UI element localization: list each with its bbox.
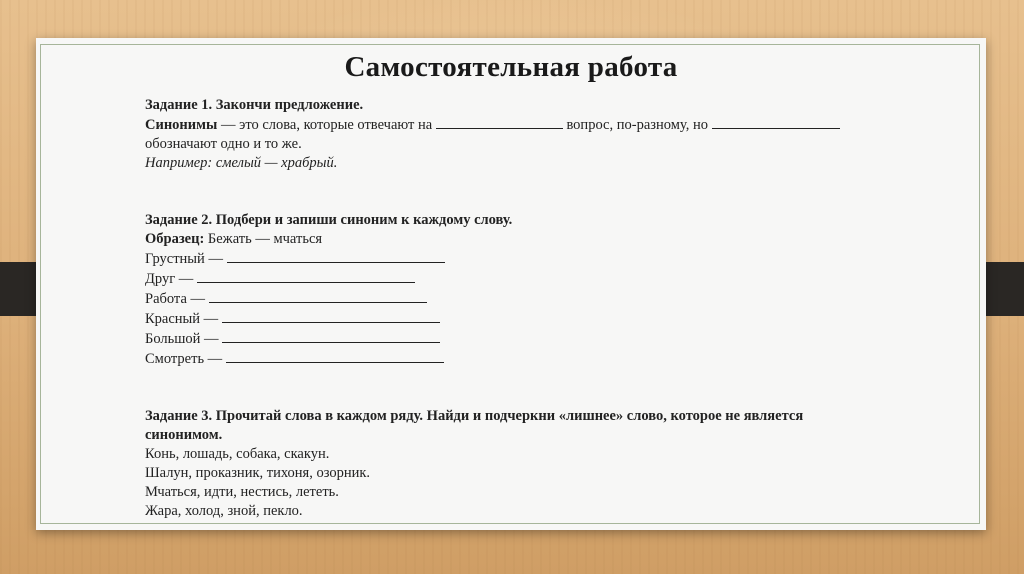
task2-word: Грустный — [145, 251, 223, 267]
task1-text-b: вопрос, по-разному, но [562, 117, 712, 133]
task2-answer-blank[interactable] [197, 269, 415, 283]
task2-answer-blank[interactable] [226, 349, 444, 363]
task2-answer-blank[interactable] [209, 289, 427, 303]
task3-row: Шалун, проказник, тихоня, озорник. [145, 465, 371, 481]
task2-item [145, 349, 915, 369]
task2-sample [145, 230, 915, 249]
task2-word: Смотреть — [145, 351, 223, 367]
task1-example: Например: смелый — храбрый. [145, 155, 338, 171]
task3-row: Конь, лошадь, собака, скакун. [145, 446, 330, 462]
task1-text-c: обозначают одно и то же. [145, 136, 302, 152]
task1-heading: Задание 1. Закончи предложение. [145, 97, 364, 113]
task2-sample-text: Бежать — мчаться [204, 231, 323, 247]
task2-word: Красный — [145, 311, 219, 327]
task3-row: Мчаться, идти, нестись, лететь. [145, 484, 339, 500]
task1-blank-2[interactable] [712, 115, 840, 129]
task2-answer-blank[interactable] [227, 249, 445, 263]
task2-item [145, 289, 915, 309]
slide-title: Самостоятельная работа [344, 51, 678, 83]
task2-answer-blank[interactable] [222, 309, 440, 323]
task1-text-a: — это слова, которые отвечают на [217, 117, 436, 133]
task3-heading-line2: синонимом. [145, 427, 223, 443]
task3-row: Жара, холод, зной, пекло. [145, 503, 303, 519]
task2-item [145, 249, 915, 269]
task2-answer-blank[interactable] [222, 329, 440, 343]
task2-item [145, 269, 915, 289]
task2-item [145, 329, 915, 349]
slide-content [145, 96, 915, 521]
task1-sentence [145, 115, 915, 135]
task1-term: Синонимы [145, 117, 218, 133]
task3-heading-line1: Задание 3. Прочитай слова в каждом ряду. Найди и подчеркни «лишнее» слово, которое не является [145, 408, 804, 424]
task2-heading: Задание 2. Подбери и запиши синоним к каждому слову. [145, 212, 513, 228]
task1-blank-1[interactable] [436, 115, 563, 129]
task2-sample-label: Образец: [145, 231, 205, 247]
task2-word: Друг — [145, 271, 194, 287]
task2-word: Большой — [145, 331, 219, 347]
task2-item [145, 309, 915, 329]
task2-word: Работа — [145, 291, 206, 307]
slide [36, 38, 986, 530]
